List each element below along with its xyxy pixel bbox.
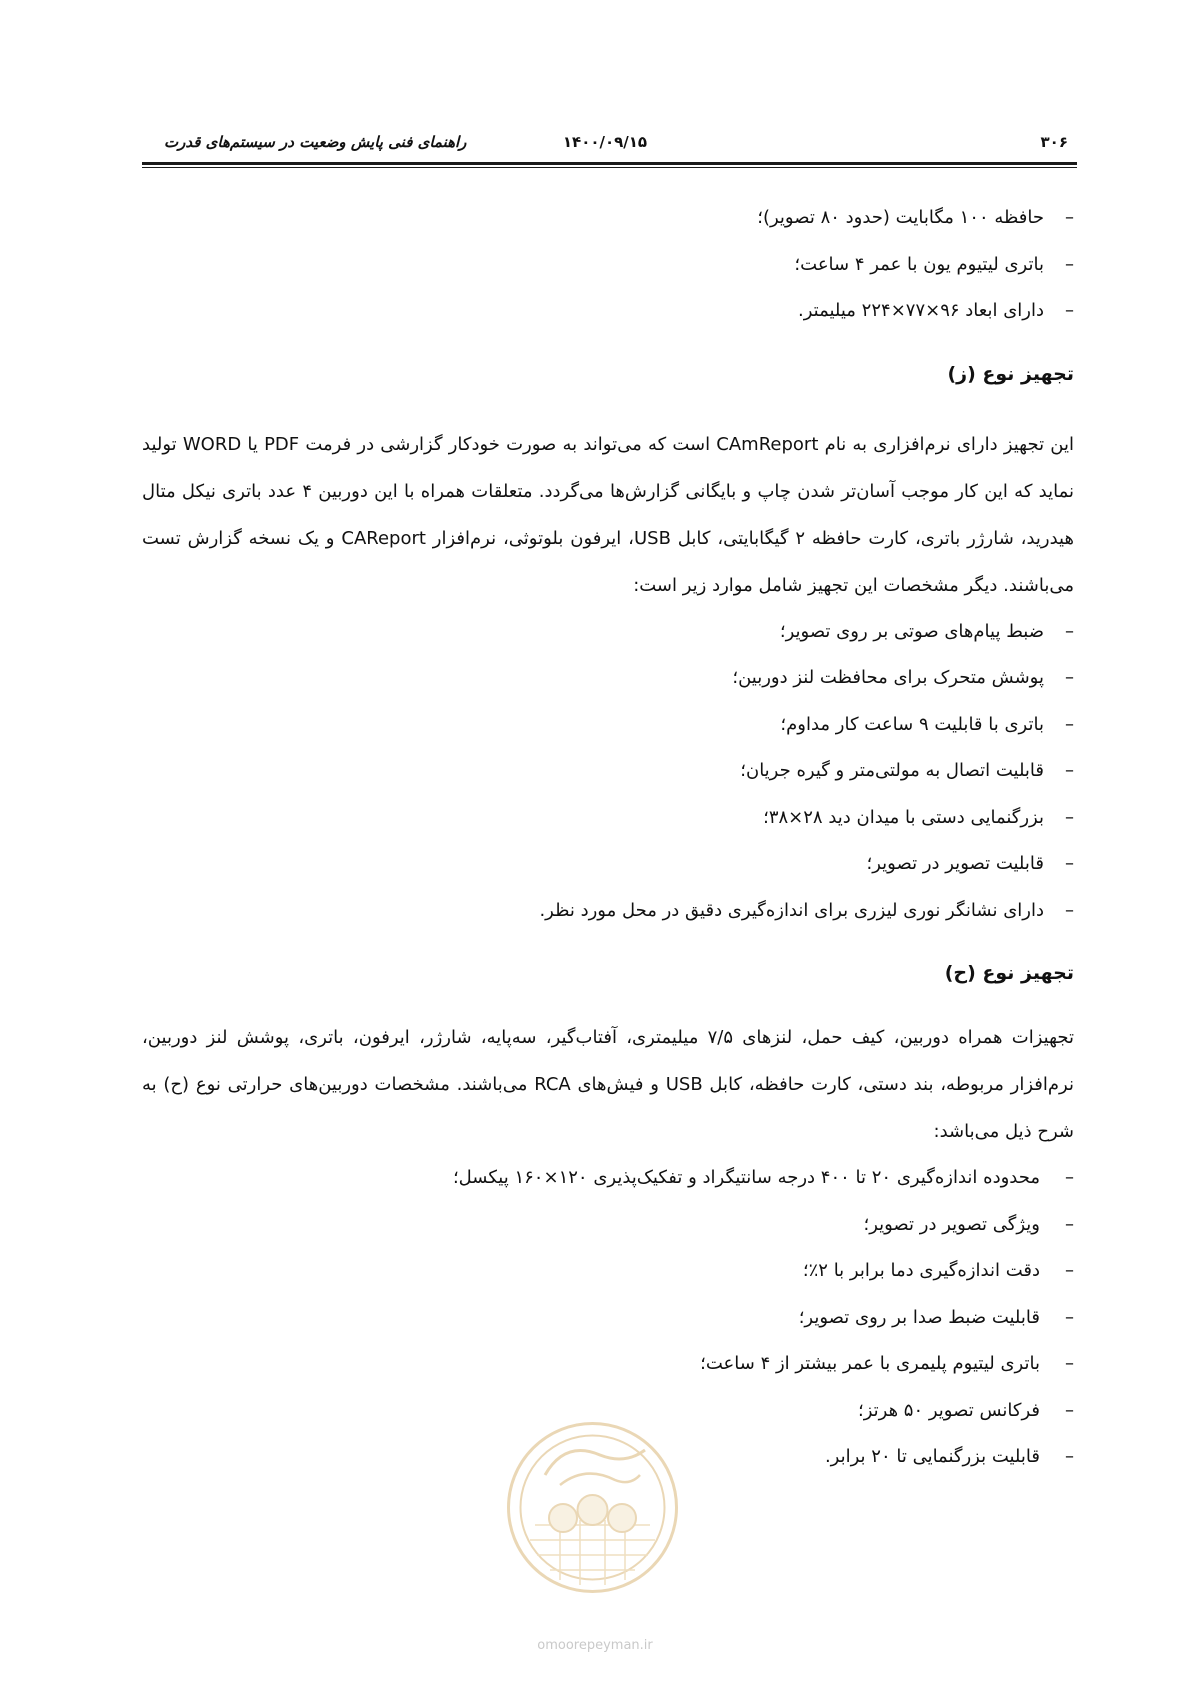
list-item: – قابلیت اتصال به مولتی‌متر و گیره جریان؛ [142, 748, 1074, 795]
bullet-dash: – [1065, 760, 1074, 781]
list-item: – ضبط پیام‌های صوتی بر روی تصویر؛ [142, 609, 1074, 656]
running-header [142, 129, 1068, 159]
list-item: – دارای ابعاد ۹۶×۷۷×۲۲۴ میلیمتر. [142, 288, 1074, 335]
spec-list-1 [142, 195, 1074, 335]
bullet-dash: – [1065, 713, 1074, 735]
list-item: – ویژگی تصویر در تصویر؛ [142, 1202, 1074, 1249]
bullet-dash: – [1065, 1213, 1074, 1235]
list-item: – قابلیت ضبط صدا بر روی تصویر؛ [142, 1295, 1074, 1342]
list-item: – قابلیت تصویر در تصویر؛ [142, 841, 1074, 888]
list-item: – پوشش متحرک برای محافظت لنز دوربین؛ [142, 655, 1074, 702]
watermark-logo [505, 1420, 680, 1595]
section-heading-z: تجهیز نوع (ز) [947, 362, 1074, 385]
main-content [142, 205, 1074, 1481]
header-rule-thin [142, 167, 1077, 168]
header-date: ۱۴۰۰/۰۹/۱۵ [562, 133, 648, 151]
bullet-dash: – [1065, 1260, 1074, 1281]
section-h-paragraph: تجهیزات همراه دوربین، کیف حمل، لنزهای ۷/۵ میلیمتری، آفتاب‌گیر، سه‌پایه، شارژر، ایرفون، باتری، پوشش لنز دوربین، نرم‌افزار مربوطه، بند دستی، کارت حافظه، کابل USB و فیش‌های RCA می‌باشند. مشخصات دوربین‌های حرارتی نوع (ح) به شرح ذیل می‌باشد: [142, 1027, 1075, 1142]
list-item: – قابلیت بزرگنمایی تا ۲۰ برابر. [142, 1434, 1074, 1481]
bullet-dash: – [1065, 1167, 1074, 1188]
bullet-dash: – [1065, 667, 1074, 688]
list-item: – فرکانس تصویر ۵۰ هرتز؛ [142, 1388, 1074, 1435]
list-item: – باتری با قابلیت ۹ ساعت کار مداوم؛ [142, 702, 1074, 749]
list-item: – باتری لیتیوم یون با عمر ۴ ساعت؛ [142, 242, 1074, 289]
bullet-dash: – [1065, 1306, 1074, 1328]
bullet-dash: – [1065, 207, 1074, 228]
spec-list-z [142, 609, 1074, 935]
header-title: راهنمای فنی پایش وضعیت در سیستم‌های قدرت [164, 133, 467, 151]
bullet-dash: – [1065, 1446, 1074, 1467]
header-rule-thick [142, 162, 1077, 165]
bullet-dash: – [1065, 620, 1074, 642]
bullet-dash: – [1065, 1399, 1074, 1421]
list-item: – حافظه ۱۰۰ مگابایت (حدود ۸۰ تصویر)؛ [142, 195, 1074, 242]
bullet-dash: – [1065, 806, 1074, 828]
list-item: – باتری لیتیوم پلیمری با عمر بیشتر از ۴ ساعت؛ [142, 1341, 1074, 1388]
bullet-dash: – [1065, 1353, 1074, 1374]
bullet-dash: – [1065, 899, 1074, 921]
page-number: ۳۰۶ [1040, 133, 1068, 151]
section-heading-h: تجهیز نوع (ح) [944, 962, 1074, 984]
bullet-dash: – [1065, 253, 1074, 275]
watermark-url: omoorepeyman.ir [537, 1638, 653, 1653]
section-z-paragraph: این تجهیز دارای نرم‌افزاری به نام CAmReport است که می‌تواند به صورت خودکار گزارشی در فرمت PDF یا WORD تولید نماید که این کار موجب آسان‌تر شدن چاپ و بایگانی گزارش‌ها می‌گردد. متعلقات همراه با این دوربین ۴ عدد باتری نیکل متال هیدرید، شارژر باتری، کارت حافظه ۲ گیگابایتی، کابل USB، ایرفون بلوتوثی، نرم‌افزار CAReport و یک نسخه گزارش تست می‌باشند. دیگر مشخصات این تجهیز شامل موارد زیر است: [142, 433, 1074, 596]
bullet-dash: – [1065, 853, 1074, 874]
list-item: – دقت اندازه‌گیری دما برابر با ۲٪؛ [142, 1248, 1074, 1295]
list-item: – محدوده اندازه‌گیری ۲۰ تا ۴۰۰ درجه سانتیگراد و تفکیک‌پذیری ۱۲۰×۱۶۰ پیکسل؛ [142, 1155, 1074, 1202]
list-item: – دارای نشانگر نوری لیزری برای اندازه‌گیری دقیق در محل مورد نظر. [142, 888, 1074, 935]
list-item: – بزرگنمایی دستی با میدان دید ۲۸×۳۸؛ [142, 795, 1074, 842]
bullet-dash: – [1065, 300, 1074, 321]
